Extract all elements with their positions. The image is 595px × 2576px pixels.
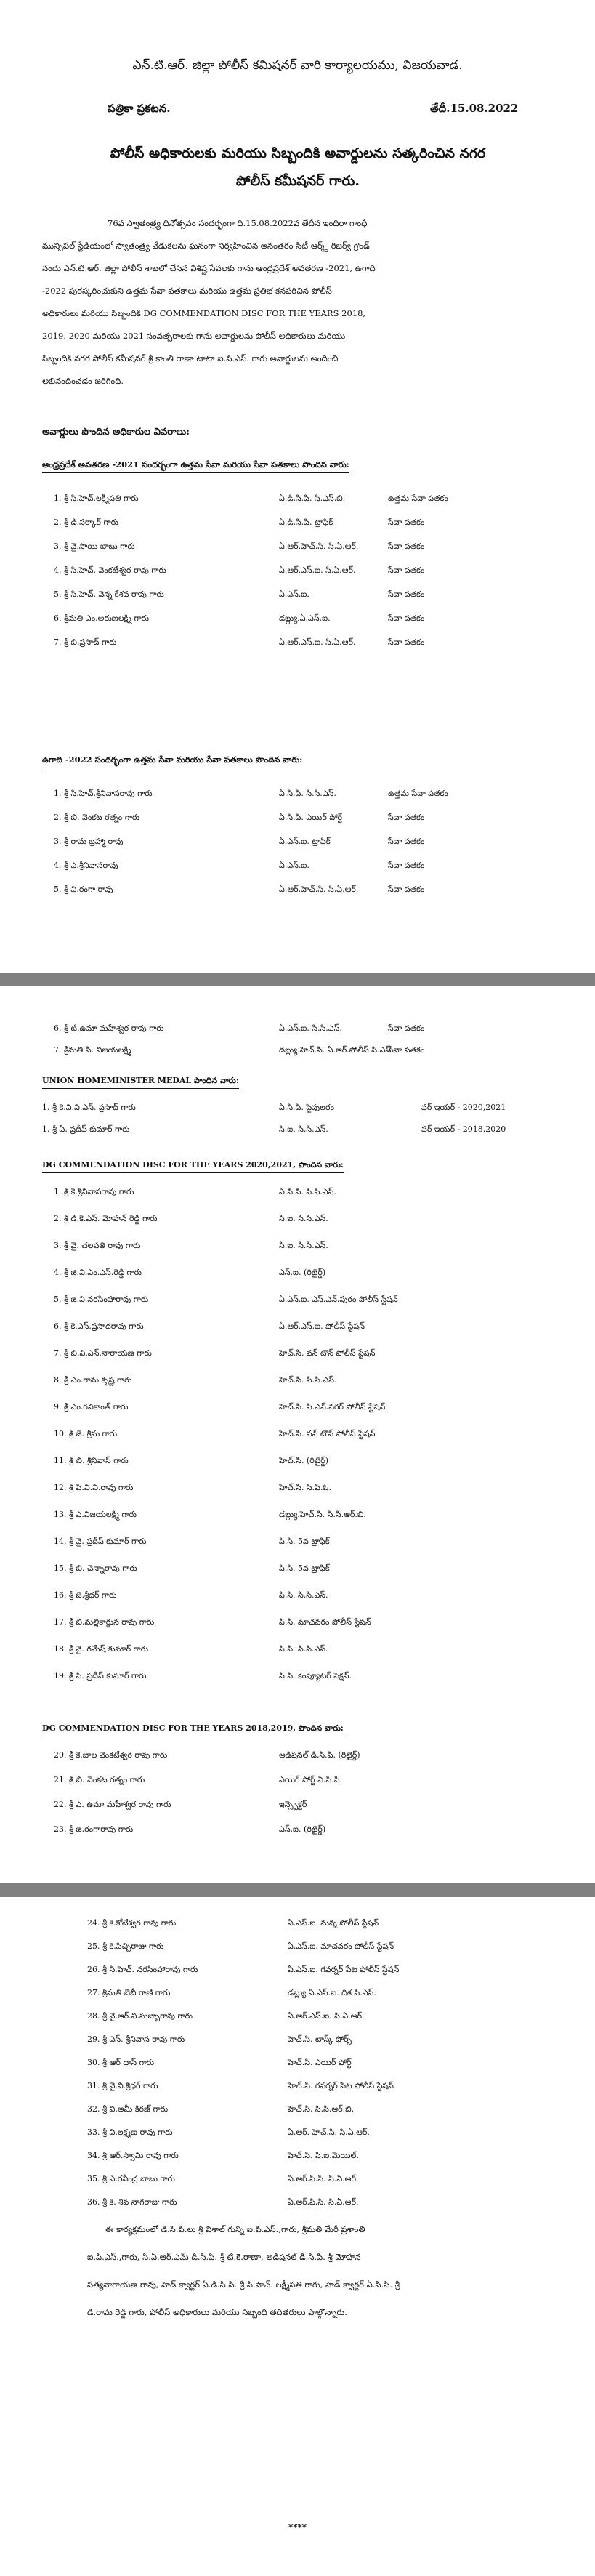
paragraph-line: డి.రామ రెడ్డి గారు, పోలీస్ అధికారులు మరియు సిబ్బంది తదితరులు పాల్గొన్నారు. bbox=[87, 2307, 347, 2317]
awardee-rank: ఏ.సి.పి. సి.సి.ఎస్. bbox=[279, 789, 336, 798]
paragraph-line: 2019, 2020 మరియు 2021 సంవత్సరాలకు గాను అవార్డులను పోలీస్ అధికారులు మరియు bbox=[42, 331, 346, 341]
paragraph-line: -2022 పురస్కరించుకుని ఉత్తమ సేవా పతకాలు మరియు ఉత్తమ ప్రతిభ కనపరిచిన పోలీస్ bbox=[42, 286, 332, 296]
awardee-medal: సేవా పతకం bbox=[388, 637, 425, 647]
awardee-rank: పి.సి. సి.సి.ఎస్. bbox=[279, 1644, 328, 1654]
paragraph-line: 76వ స్వాతంత్ర్య దినోత్సవం సందర్భంగా ది.15.08.2022వ తేదీన ఇందిరా గాంధీ bbox=[108, 218, 368, 228]
awardee-medal: సేవా పతకం bbox=[388, 837, 425, 846]
end-mark: **** bbox=[288, 2522, 307, 2532]
section-title-union-medal: UNION HOMEMINISTER MEDAL పొందిన వారు: bbox=[42, 1076, 239, 1089]
awardee-rank: పి.సి. సి.సి.ఎస్. bbox=[279, 1590, 328, 1600]
awardee-name: 8. శ్రీ ఎం.రామ కృష్ణ గారు bbox=[54, 1375, 132, 1385]
awardee-name: 12. శ్రీ పి.వి.వి.రావు గారు bbox=[54, 1483, 134, 1492]
awardee-name: 7. శ్రీ బి.ప్రసాద్ గారు bbox=[54, 637, 117, 647]
awardee-rank: సి.ఐ. సి.సి.ఎస్. bbox=[279, 1124, 328, 1134]
awardee-name: 5. శ్రీ జి.వి.నరసింహారావు గారు bbox=[54, 1295, 149, 1304]
awardee-rank: పి.సి. మాచవరం పోలీస్ స్టేషన్ bbox=[279, 1617, 371, 1627]
awardee-rank: ఏ.ఆర్. హెచ్.సి. సి.ఏ.ఆర్. bbox=[288, 2128, 370, 2137]
release-date: తేదీ.15.08.2022 bbox=[430, 102, 519, 115]
awardee-name: 21. శ్రీ బి. వెంకట రత్నం గారు bbox=[54, 1775, 145, 1784]
awardee-rank: ఏ.ఆర్.ఎస్.ఐ. సి.ఏ.ఆర్. bbox=[288, 2011, 365, 2021]
awardee-name: 6. శ్రీ టి.ఉమా మహేశ్వర రావు గారు bbox=[54, 1023, 164, 1033]
awardee-medal: సేవా పతకం bbox=[388, 613, 425, 623]
awardee-name: 35. శ్రీ ఎ.రవీంద్ర బాబు గారు bbox=[87, 2174, 175, 2183]
awardee-name: 5. శ్రీ వి.రంగా రావు bbox=[54, 885, 113, 894]
awardee-rank: హెచ్.సి. ఎయిర్ పోర్ట్ bbox=[288, 2058, 352, 2067]
awardee-name: 2. శ్రీ బి. వెంకట రత్నం గారు bbox=[54, 813, 140, 822]
awardee-name: 3. శ్రీ వై. చలపతి రావు గారు bbox=[54, 1241, 141, 1250]
awardee-rank: హెచ్.సి. సి.సి.ఎస్. bbox=[279, 1375, 337, 1385]
document-page-3 bbox=[0, 1897, 595, 2576]
awardee-name: 4. శ్రీ ఎ.శ్రీనివాసరావు bbox=[54, 861, 118, 870]
awardee-rank: సి.ఐ. సి.సి.ఎస్. bbox=[279, 1241, 328, 1250]
press-release-label: పత్రికా ప్రకటన. bbox=[108, 102, 171, 115]
awardee-name: 24. శ్రీ కె.కోటేశ్వర రావు గారు bbox=[87, 1918, 177, 1928]
paragraph-line: ఈ కార్యక్రమంలో డి.సి.పి.లు శ్రీ విశాల్ గున్ని ఐ.పి.ఎస్.,గారు, శ్రీమతి మేరీ ప్రశాంతి bbox=[105, 2224, 365, 2234]
awardee-name: 4. శ్రీ జి.వి.ఎం.ఎస్.రెడ్డి గారు bbox=[54, 1268, 142, 1277]
awardee-name: 15. శ్రీ బి. చెన్నారావు గారు bbox=[54, 1563, 137, 1573]
paragraph-line: ఐ.పి.ఎస్.,గారు, సి.ఏ.ఆర్.ఎమ్ డి.సి.పి. శ్రీ టి.కె.రాణా, అడిషనల్ డి.సి.పి. శ్రీ మోహన bbox=[87, 2252, 361, 2262]
section-title-ap-formation: ఆంధ్రప్రదేశ్ అవతరణ -2021 సందర్భంగా ఉత్తమ సేవా మరియు సేవా పతకాలు పొందిన వారు: bbox=[42, 459, 349, 473]
section-title-dg-2020-2021: DG COMMENDATION DISC FOR THE YEARS 2020,2021, పొందిన వారు: bbox=[42, 1160, 344, 1173]
awardee-name: 22. శ్రీ ఎ. ఉమా మహేశ్వర రావు గారు bbox=[54, 1800, 171, 1809]
awardee-name: 23. శ్రీ జి.రంగారావు గారు bbox=[54, 1824, 134, 1834]
awardee-rank: హెచ్.సి. వన్ టౌన్ పోలీస్ స్టేషన్ bbox=[279, 1348, 376, 1358]
awardee-rank: ఏ.ఎస్.ఐ. ఎస్.ఎన్.పురం పోలీస్ స్టేషన్ bbox=[279, 1295, 398, 1304]
document-page-2 bbox=[0, 986, 595, 1883]
awardee-name: 34. శ్రీ ఆర్.స్వామి రావు గారు bbox=[87, 2151, 179, 2160]
awardee-medal: సేవా పతకం bbox=[388, 813, 425, 822]
section-title-ugadi: ఉగాది -2022 సందర్భంగా ఉత్తమ సేవా మరియు సేవా పతకాలు పొందిన వారు: bbox=[42, 754, 302, 768]
awardee-name: 19. శ్రీ పి. ప్రదీప్ కుమార్ గారు bbox=[54, 1671, 147, 1681]
awardee-name: 6. శ్రీమతి ఎం.అరుణలక్ష్మి గారు bbox=[54, 613, 150, 623]
awardee-rank: ఏ.ఆర్.పి.సి. సి.ఏ.ఆర్. bbox=[288, 2174, 359, 2183]
awardee-rank: ఏ.డి.సి.పి. సి.ఎస్.బి. bbox=[279, 494, 346, 503]
awardee-rank: ఏ.ఆర్.హెచ్.సి. సి.ఏ.ఆర్. bbox=[279, 542, 359, 551]
paragraph-line: సత్యనారాయణ రావు, హెడ్ క్వార్టర్ ఏ.డి.సి.పి. శ్రీ సి.హెచ్. లక్ష్మీపతి గారు, హెడ్ క్వార్టర్ ఏ.సి.పి. శ్రీ bbox=[87, 2279, 400, 2290]
awardee-name: 14. శ్రీ వై. ప్రదీప్ కుమార్ గారు bbox=[54, 1537, 147, 1546]
awardee-name: 26. శ్రీ సి.హెచ్. నరసింహారావు గారు bbox=[87, 1965, 198, 1974]
awardee-rank: డబ్ల్యు.హెచ్.సి. ఏ.ఆర్.పోలీస్ పి.ఎస్. bbox=[279, 1045, 394, 1055]
awardee-rank: పి.సి. 5వ ట్రాఫిక్ bbox=[279, 1563, 330, 1573]
awardee-rank: హెచ్.సి. గవర్నర్ పేట పోలీస్ స్టేషన్ bbox=[288, 2081, 394, 2090]
awardee-rank: డబ్ల్యు.ఏ.ఎస్.ఐ. bbox=[279, 613, 331, 623]
awardee-name: 25. శ్రీ కె.పిచ్చిరాజు గారు bbox=[87, 1941, 164, 1951]
awardee-name: 7. శ్రీ బి.వి.ఎన్.నారాయణ గారు bbox=[54, 1348, 152, 1358]
paragraph-line: అభినందించడం జరిగింది. bbox=[42, 376, 124, 386]
awardee-name: 3. శ్రీ రామ బ్రహ్మా రావు bbox=[54, 837, 124, 846]
awardee-rank: అడిషనల్ డి.సి.పి. (రిటైర్డ్) bbox=[279, 1750, 360, 1760]
awardee-medal: ఉత్తమ సేవా పతకం bbox=[388, 789, 448, 798]
awardee-rank: ఏ.సి.పి. ఎయిర్ పోర్ట్ bbox=[279, 813, 343, 822]
awardee-rank: ఏ.ఎస్.ఐ. నున్న పోలీస్ స్టేషన్ bbox=[288, 1918, 379, 1928]
awardee-rank: ఇన్స్పెక్టర్ bbox=[279, 1800, 307, 1809]
awardee-name: 13. శ్రీ ఎ.విజయలక్ష్మి గారు bbox=[54, 1510, 137, 1519]
awardee-rank: ఏ.ఎస్.ఐ. bbox=[279, 861, 309, 870]
awardee-name: 36. శ్రీ కె. శివ నాగరాజు గారు bbox=[87, 2197, 177, 2207]
awardee-name: 5. శ్రీ సి.హెచ్. వెన్న కేశవ రావు గారు bbox=[54, 589, 164, 599]
awardee-medal: సేవా పతకం bbox=[388, 565, 425, 575]
awardee-rank: హెచ్.సి. (రిటైర్డ్) bbox=[279, 1456, 329, 1465]
awardee-name: 1. శ్రీ కె.వి.వి.ఎస్. ప్రసాద్ గారు bbox=[42, 1103, 136, 1112]
page-title-line-1: పోలీస్ అధికారులకు మరియు సిబ్బందికి అవార్డులను సత్కరించిన నగర bbox=[110, 145, 486, 161]
awardee-rank: హెచ్.సి. వన్ టౌన్ పోలీస్ స్టేషన్ bbox=[279, 1429, 376, 1438]
awardee-rank: ఎస్.ఐ. (రిటైర్డ్) bbox=[279, 1268, 326, 1277]
awardee-medal: ఫర్ ఇయర్ - 2020,2021 bbox=[421, 1103, 506, 1112]
awardee-medal: ఫర్ ఇయర్ - 2018,2020 bbox=[421, 1124, 506, 1134]
awardee-rank: హెచ్.సి. సి.పి.ఓ. bbox=[279, 1483, 332, 1492]
awardee-medal: ఉత్తమ సేవా పతకం bbox=[388, 494, 448, 503]
awardee-medal: సేవా పతకం bbox=[388, 542, 425, 551]
awardee-name: 7. శ్రీమతి పి. విజయలక్ష్మి bbox=[54, 1045, 131, 1055]
paragraph-line: సిబ్బందికి నగర పోలీస్ కమీషనర్ శ్రీ కాంతి రాణా టాటా ఐ.పి.ఎస్. గారు అవార్డులను అందించి bbox=[42, 353, 339, 363]
awardee-rank: ఏ.ఎస్.ఐ. సి.సి.ఎస్. bbox=[279, 1023, 342, 1033]
awardee-name: 27. శ్రీమతి బేబీ రాణి గారు bbox=[87, 1988, 171, 1997]
awardee-rank: పి.సి. 5వ ట్రాఫిక్ bbox=[279, 1537, 330, 1546]
awardee-medal: సేవా పతకం bbox=[388, 861, 425, 870]
awardee-rank: ఏ.ఆర్.ఎస్.ఐ. సి.ఏ.ఆర్. bbox=[279, 637, 356, 647]
awardee-rank: ఎస్.ఐ. (రిటైర్డ్) bbox=[279, 1824, 326, 1834]
awardee-rank: ఏ.ఎస్.ఐ. ట్రాఫిక్ bbox=[279, 837, 331, 846]
awardee-rank: ఏ.ఆర్.ఎస్.ఐ. సి.ఏ.ఆర్. bbox=[279, 565, 356, 575]
awardee-name: 29. శ్రీ ఎస్. శ్రీనివాస రావు గారు bbox=[87, 2034, 185, 2044]
awardee-rank: హెచ్.సి. పి.ఎన్.నగర్ పోలీస్ స్టేషన్ bbox=[279, 1402, 386, 1412]
paragraph-line: అధికారులు మరియు సిబ్బందికి DG COMMENDATION DISC FOR THE YEARS 2018, bbox=[42, 308, 366, 318]
awardee-name: 32. శ్రీ వి.అమీ కిరణ్ గారు bbox=[87, 2104, 169, 2114]
awardee-rank: ఏ.ఎస్.ఐ. bbox=[279, 589, 309, 599]
awardee-name: 33. శ్రీ వి.లక్ష్మణ రావు గారు bbox=[87, 2128, 173, 2137]
section-title-dg-2018-2019: DG COMMENDATION DISC FOR THE YEARS 2018,2019, పొందిన వారు: bbox=[42, 1723, 344, 1736]
awardee-name: 10. శ్రీ జె. శ్రీను గారు bbox=[54, 1429, 118, 1438]
awardee-rank: పి.సి. కంప్యూటర్ సెక్షన్. bbox=[279, 1671, 352, 1681]
awardee-name: 31. శ్రీ వై.వి.శ్రీధర్ గారు bbox=[87, 2081, 158, 2090]
awardee-name: 16. శ్రీ జె.శ్రీధర్ గారు bbox=[54, 1590, 117, 1600]
awardee-rank: ఏ.సి.పి. పైపులరం bbox=[279, 1103, 335, 1112]
awardee-name: 30. శ్రీ ఆర్ దాస్ గారు bbox=[87, 2058, 155, 2067]
awardee-name: 3. శ్రీ వై.సాయి బాబు గారు bbox=[54, 542, 135, 551]
awardee-name: 20. శ్రీ కె.బాల వెంకటేశ్వర రావు గారు bbox=[54, 1750, 168, 1760]
awardee-name: 1. శ్రీ ఏ. ప్రదీప్ కుమార్ గారు bbox=[42, 1124, 130, 1134]
awardee-rank: ఏ.ఎస్.ఐ. గవర్నర్ పేట పోలీస్ స్టేషన్ bbox=[288, 1965, 400, 1974]
awardees-heading: అవార్డులు పొందిన అధికారుల వివరాలు: bbox=[42, 427, 190, 438]
awardee-name: 9. శ్రీ ఎం.రవికాంత్ గారు bbox=[54, 1402, 129, 1412]
awardee-medal: సేవా పతకం bbox=[388, 885, 425, 894]
awardee-rank: ఏ.ఆర్.పి.సి. సి.ఏ.ఆర్. bbox=[288, 2197, 359, 2207]
awardee-rank: సి.ఐ. సి.సి.ఎస్. bbox=[279, 1214, 328, 1223]
awardee-rank: హెచ్.సి. టాస్క్ ఫోర్స్ bbox=[288, 2034, 352, 2044]
awardee-rank: ఏ.సి.పి. సి.సి.ఎస్. bbox=[279, 1187, 336, 1196]
awardee-medal: సేవా పతకం bbox=[388, 589, 425, 599]
paragraph-line: మున్సిపల్ స్టేడియంలో స్వాతంత్ర్య వేడుకలను ఘనంగా నిర్వహించిన అనంతరం సిటీ ఆర్మ్డ్ రిజర్వ్ గ్రౌండ్ bbox=[42, 241, 370, 251]
awardee-name: 18. శ్రీ వై. రమేష్ కుమార్ గారు bbox=[54, 1644, 149, 1654]
awardee-name: 17. శ్రీ బి.మల్లికార్జున రావు గారు bbox=[54, 1617, 155, 1627]
awardee-rank: డబ్ల్యు.ఏ.ఎస్.ఐ. దిశ పి.ఎస్. bbox=[288, 1988, 376, 1997]
awardee-rank: హెచ్.సి. సి.సి.ఆర్.బి. bbox=[288, 2104, 355, 2114]
awardee-medal: సేవా పతకం bbox=[388, 1045, 425, 1055]
office-header: ఎన్.టి.ఆర్. జిల్లా పోలీస్ కమిషనర్ వారి కార్యాలయము, విజయవాడ. bbox=[132, 58, 463, 73]
awardee-name: 1. శ్రీ సి.హెచ్.లక్ష్మీపతి గారు bbox=[54, 494, 139, 503]
awardee-name: 2. శ్రీ డి.సర్కార్ గారు bbox=[54, 518, 118, 527]
awardee-name: 11. శ్రీ బి. శ్రీనివాస్ గారు bbox=[54, 1456, 129, 1465]
awardee-rank: ఎయిర్ పోర్ట్ ఏ.సి.పి. bbox=[279, 1775, 343, 1784]
document-page-1 bbox=[0, 0, 595, 973]
awardee-name: 28. శ్రీ వై.ఆర్.వి.సుబ్బారావు గారు bbox=[87, 2011, 193, 2021]
awardee-rank: ఏ.డి.సి.పి. ట్రాఫిక్ bbox=[279, 518, 333, 527]
awardee-rank: ఏ.ఆర్.ఎస్.ఐ. పోలీస్ స్టేషన్ bbox=[279, 1321, 365, 1331]
page-title-line-2: పోలీస్ కమీషనర్ గారు. bbox=[236, 173, 360, 189]
awardee-medal: సేవా పతకం bbox=[388, 1023, 425, 1033]
awardee-rank: డబ్ల్యు.హెచ్.సి. సి.సి.ఆర్.బి. bbox=[279, 1510, 366, 1519]
awardee-name: 1. శ్రీ సి.హెచ్.శ్రీనివాసరావు గారు bbox=[54, 789, 153, 798]
awardee-name: 6. శ్రీ కె.ఎస్.ప్రసాదరావు గారు bbox=[54, 1321, 144, 1331]
awardee-name: 2. శ్రీ డి.కె.ఎస్. మోహన్ రెడ్డి గారు bbox=[54, 1214, 158, 1223]
awardee-name: 4. శ్రీ సి.హెచ్. వెంకటేశ్వర రావు గారు bbox=[54, 565, 166, 575]
awardee-rank: హెచ్.సి. పి.ఐ.మెయిల్. bbox=[288, 2151, 359, 2160]
awardee-medal: సేవా పతకం bbox=[388, 518, 425, 527]
awardee-name: 1. శ్రీ కె.శ్రీనివాసరావు గారు bbox=[54, 1187, 134, 1196]
awardee-rank: ఏ.ఎస్.ఐ. మాచవరం పోలీస్ స్టేషన్ bbox=[288, 1941, 394, 1951]
paragraph-line: నందు ఎన్.టి.ఆర్. జిల్లా పోలీస్ శాఖలో చేసిన విశిష్ట సేవలకు గాను ఆంధ్రప్రదేశ్ అవతరణ -2021, ఉగాది bbox=[42, 263, 376, 273]
awardee-rank: ఏ.ఆర్.హెచ్.సి. సి.ఏ.ఆర్. bbox=[279, 885, 359, 894]
